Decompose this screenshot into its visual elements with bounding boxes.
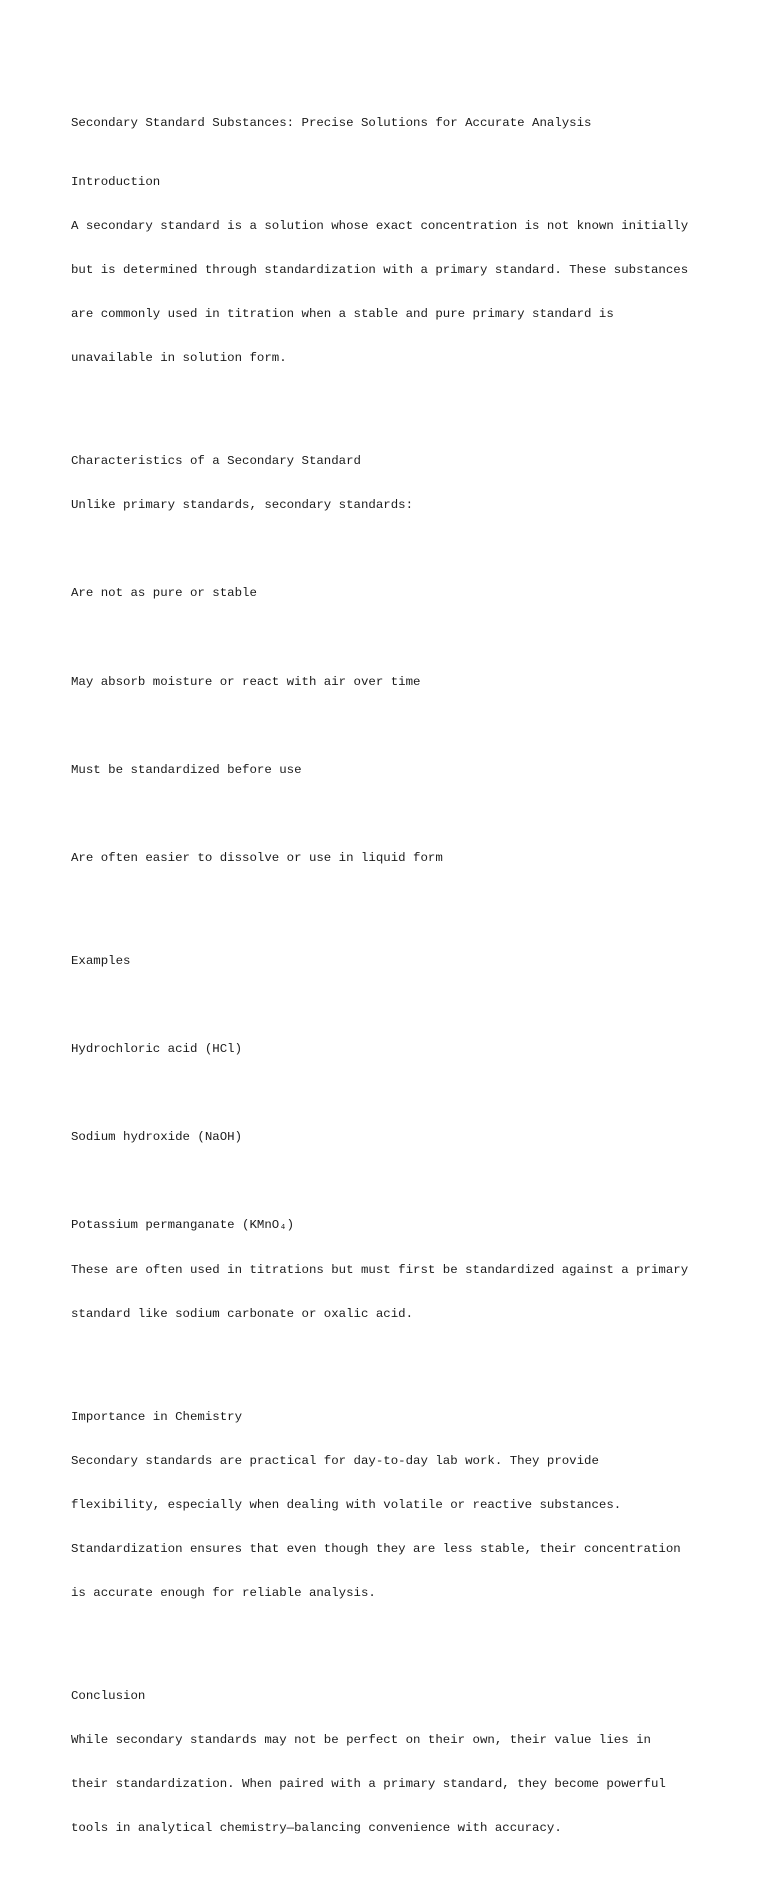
conclusion-heading: Conclusion [71,1688,146,1703]
characteristic-item: May absorb moisture or react with air over time [71,674,421,689]
importance-heading: Importance in Chemistry [71,1409,243,1424]
characteristics-lead: Unlike primary standards, secondary standards: [71,498,414,513]
characteristics-heading: Characteristics of a Secondary Standard [71,454,361,469]
paragraph-gap [71,631,711,646]
conclusion-line: tools in analytical chemistry—balancing convenience with accuracy. [71,1821,562,1836]
intro-line: A secondary standard is a solution whose exact concentration is not known initially [71,219,689,233]
examples-note-line: standard like sodium carbonate or oxalic acid. [71,1306,414,1321]
paragraph-gap [71,895,711,910]
paragraph-gap [71,1086,711,1101]
intro-line: but is determined through standardization with a primary standard. These substances [71,263,689,278]
conclusion-line: their standardization. When paired with a primary standard, they become powerful [71,1777,666,1791]
paragraph-gap [71,395,711,410]
importance-line: Secondary standards are practical for day-to-day lab work. They provide [71,1453,599,1468]
intro-heading: Introduction [71,174,161,189]
paragraph-gap [71,1351,711,1366]
intro-line: unavailable in solution form. [71,351,287,366]
importance-line: is accurate enough for reliable analysis. [71,1585,376,1600]
paragraph-gap [71,719,711,734]
examples-note-line: These are often used in titrations but must first be standardized against a primary [71,1262,689,1277]
characteristic-item: Must be standardized before use [71,762,302,777]
conclusion-line: While secondary standards may not be perfect on their own, their value lies in [71,1732,651,1747]
importance-line: flexibility, especially when dealing with volatile or reactive substances. [71,1497,622,1512]
example-item: Sodium hydroxide (NaOH) [71,1130,243,1145]
paragraph-gap [71,1174,711,1189]
paragraph-gap [71,998,711,1013]
example-item: Hydrochloric acid (HCl) [71,1042,243,1057]
importance-line: Standardization ensures that even though they are less stable, their concentration [71,1541,681,1556]
characteristic-item: Are not as pure or stable [71,586,257,601]
examples-heading: Examples [71,953,131,968]
paragraph-gap [71,542,711,557]
document-title: Secondary Standard Substances: Precise Solutions for Accurate Analysis [71,116,592,131]
example-item: Potassium permanganate (KMnO₄) [71,1218,295,1233]
characteristic-item: Are often easier to dissolve or use in liquid form [71,851,443,866]
paragraph-gap [71,1630,711,1645]
paragraph-gap [71,807,711,822]
document-body [71,72,711,1880]
intro-line: are commonly used in titration when a stable and pure primary standard is [71,307,614,322]
